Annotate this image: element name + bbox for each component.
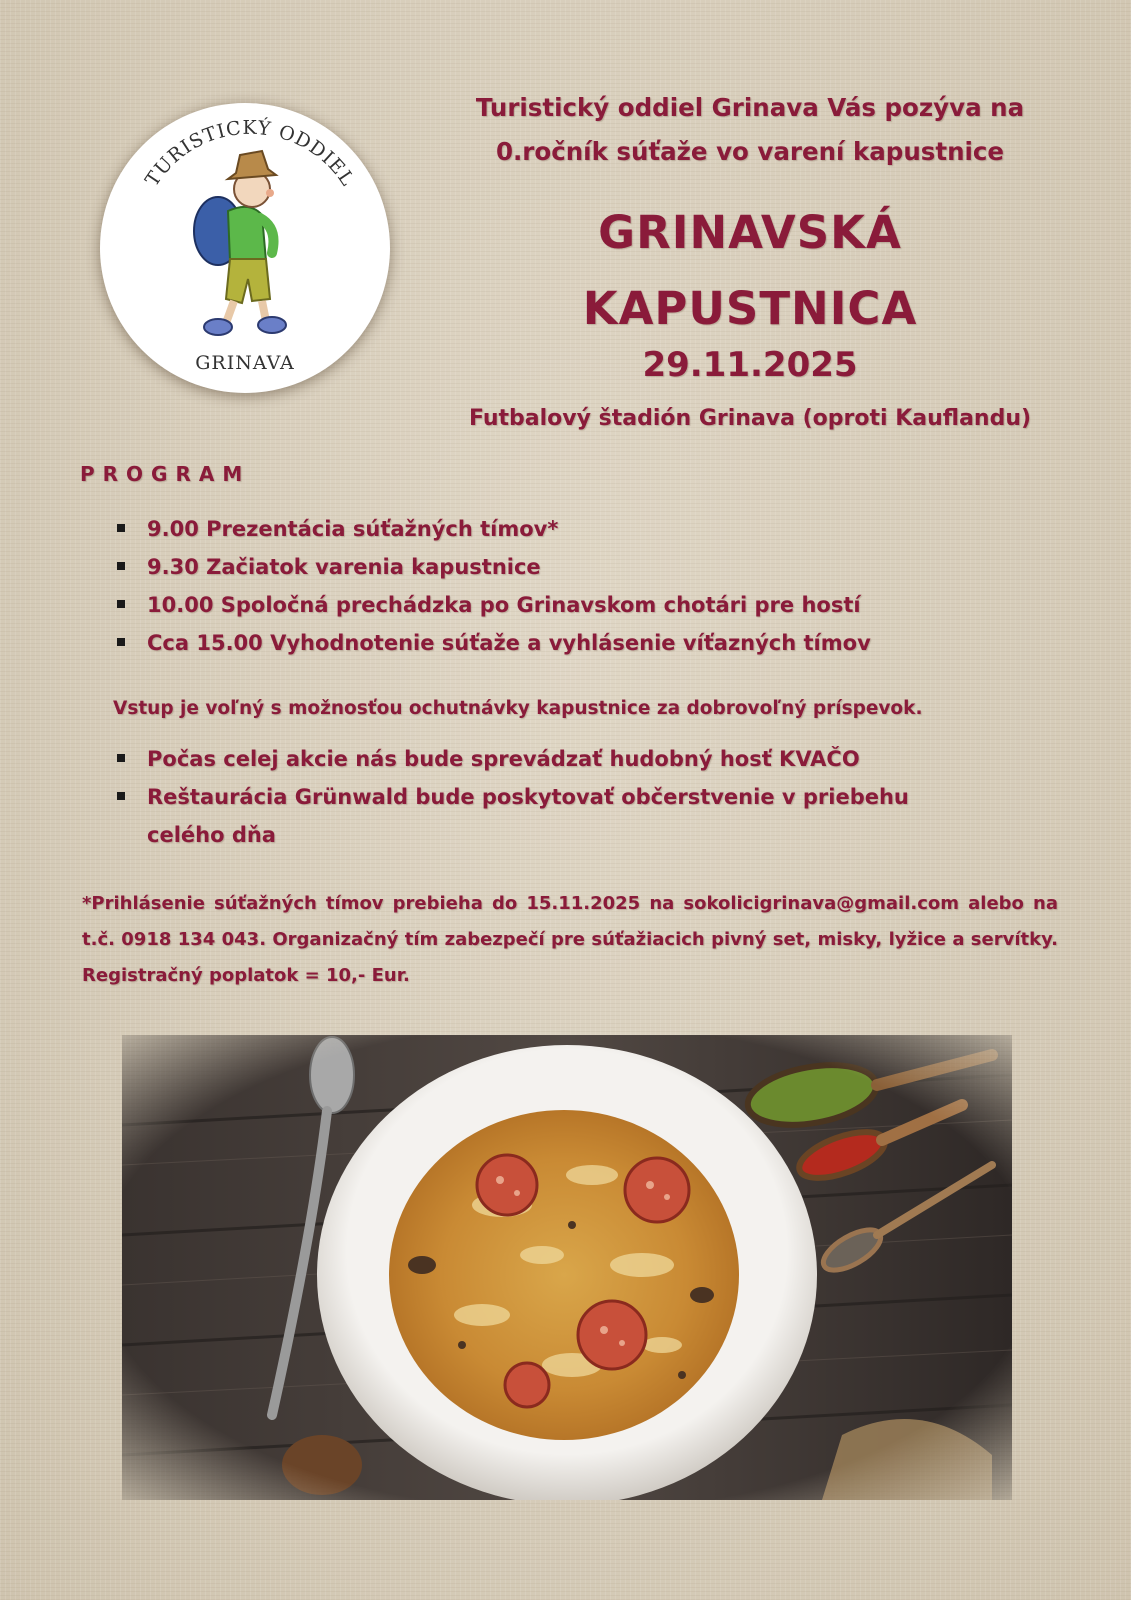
program-item: 9.30 Začiatok varenia kapustnice — [113, 548, 1073, 586]
hiker-illustration — [100, 103, 390, 393]
bullet-square-icon — [117, 792, 125, 800]
club-logo — [100, 103, 390, 393]
event-title-line-1: GRINAVSKÁ — [598, 206, 902, 259]
event-venue: Futbalový štadión Grinava (oproti Kauflandu) — [468, 406, 1032, 431]
bullet-square-icon — [117, 600, 125, 608]
soup-photo — [122, 1035, 1012, 1500]
program-item: 10.00 Spoločná prechádzka po Grinavskom chotári pre hostí — [113, 586, 1073, 624]
registration-note: *Prihlásenie súťažných tímov prebieha do 15.11.2025 na sokolicigrinava@gmail.com alebo na t.č. 0918 134 043. Organizačný tím zabezpečí pre súťažiacich pivný set, misky, lyžice a servítky. Registračný poplatok = 10,- Eur. — [82, 893, 1058, 986]
program-heading: PROGRAM — [80, 462, 251, 486]
event-title — [400, 195, 1100, 347]
logo-bottom-text: GRINAVA — [195, 352, 295, 374]
extras-list — [113, 740, 993, 854]
invitation-line-2: 0.ročník súťaže vo varení kapustnice — [495, 137, 1005, 166]
soup-bowl-illustration — [122, 1035, 1012, 1500]
extras-item: Reštaurácia Grünwald bude poskytovať občerstvenie v priebehu celého dňa — [113, 778, 993, 854]
bullet-square-icon — [117, 562, 125, 570]
bullet-square-icon — [117, 638, 125, 646]
event-title-line-2: KAPUSTNICA — [582, 282, 918, 335]
entry-note: Vstup je voľný s možnosťou ochutnávky kapustnice za dobrovoľný príspevok. — [113, 698, 923, 719]
extras-item: Počas celej akcie nás bude sprevádzať hudobný hosť KVAČO — [113, 740, 993, 778]
invitation — [400, 86, 1100, 174]
program-item: 9.00 Prezentácia súťažných tímov* — [113, 510, 1073, 548]
event-date: 29.11.2025 — [642, 345, 858, 385]
logo-arc-text: TURISTICKÝ ODDIEL — [141, 116, 359, 191]
bullet-square-icon — [117, 524, 125, 532]
program-list — [113, 510, 1073, 662]
invitation-line-1: Turistický oddiel Grinava Vás pozýva na — [475, 93, 1025, 122]
bullet-square-icon — [117, 754, 125, 762]
program-item: Cca 15.00 Vyhodnotenie súťaže a vyhlásenie víťazných tímov — [113, 624, 1073, 662]
